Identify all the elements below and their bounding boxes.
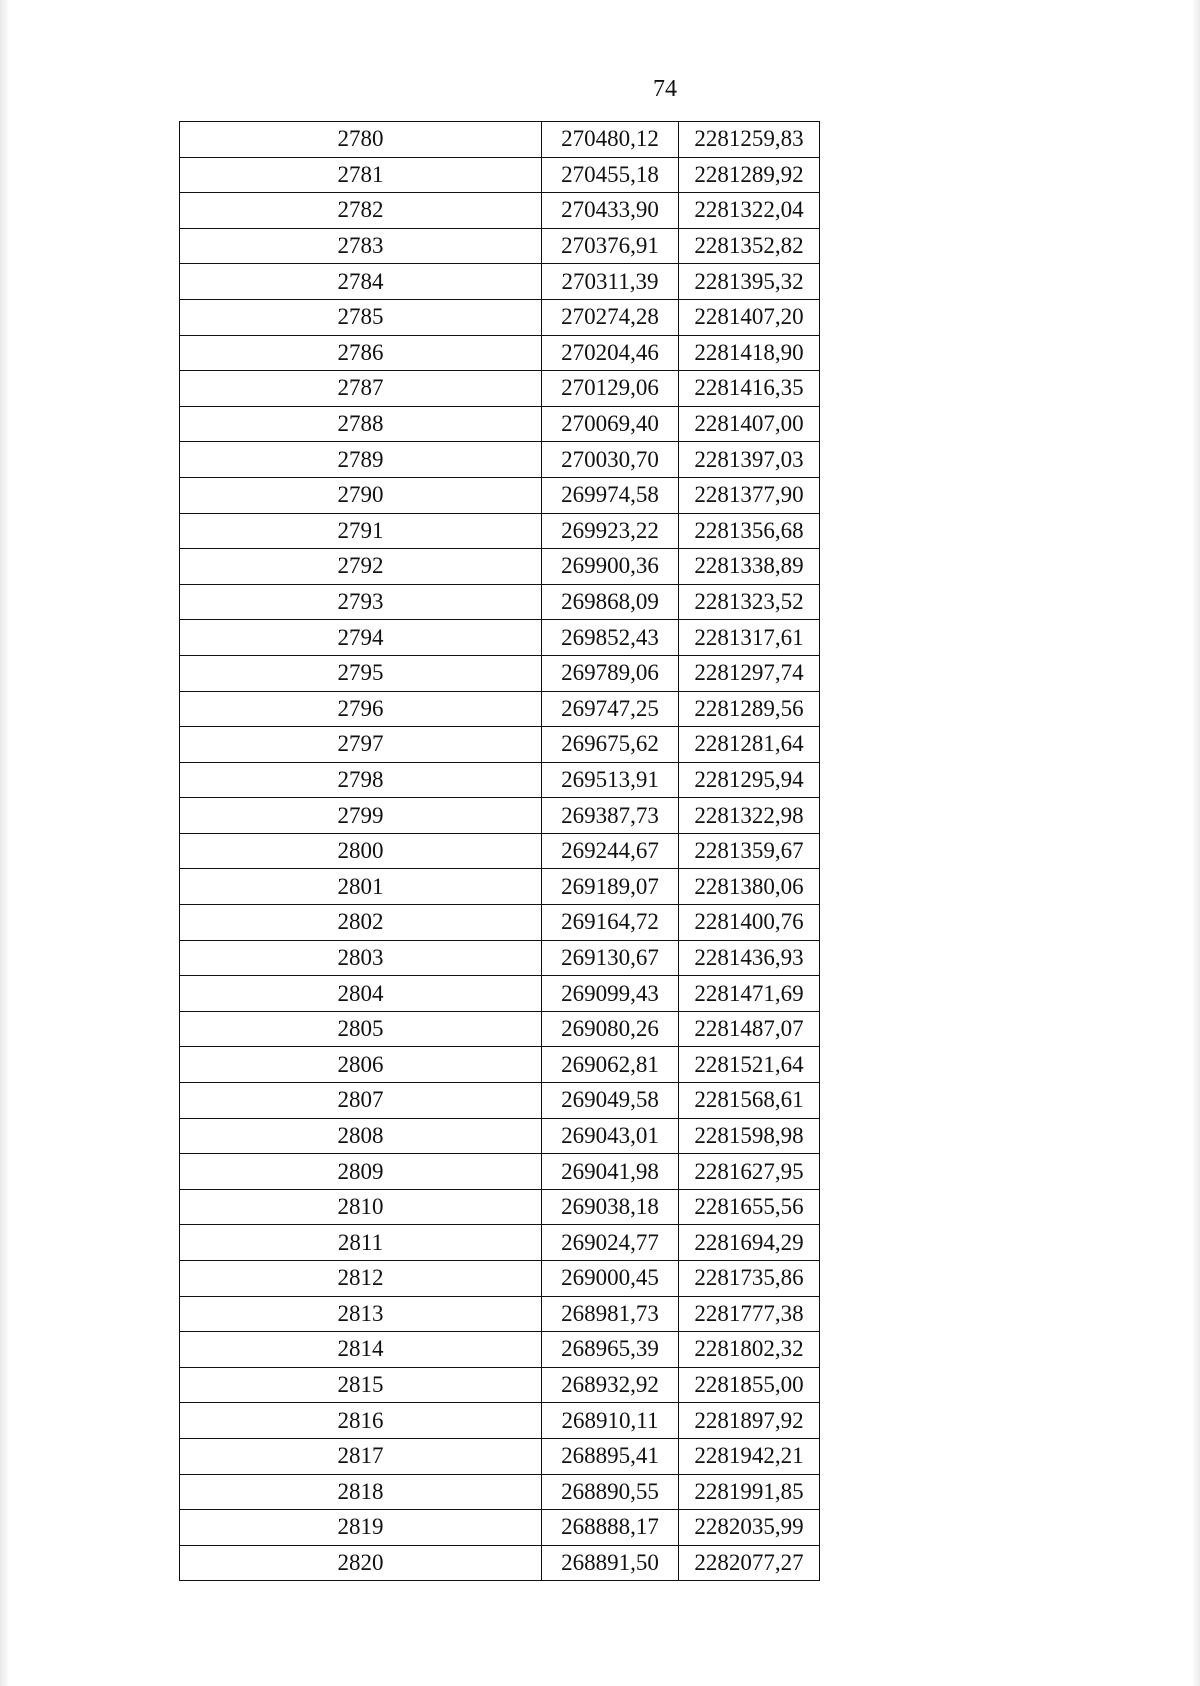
table-row [180,1118,820,1154]
y-coordinate-cell: 2281418,90 [679,335,820,371]
y-coordinate-cell: 2281777,38 [679,1296,820,1332]
x-coordinate-cell: 269043,01 [542,1118,679,1154]
table-row [180,1261,820,1297]
y-coordinate-cell: 2281397,03 [679,442,820,478]
x-coordinate-cell: 269513,91 [542,762,679,798]
y-coordinate-cell: 2281855,00 [679,1367,820,1403]
x-coordinate-cell: 269099,43 [542,976,679,1012]
x-coordinate-cell: 270030,70 [542,442,679,478]
point-number-cell: 2798 [180,762,542,798]
point-number-cell: 2817 [180,1438,542,1474]
point-number-cell: 2818 [180,1474,542,1510]
point-number-cell: 2807 [180,1083,542,1119]
point-number-cell: 2787 [180,371,542,407]
y-coordinate-cell: 2281395,32 [679,264,820,300]
point-number-cell: 2820 [180,1545,542,1581]
table-row [180,549,820,585]
x-coordinate-cell: 269130,67 [542,940,679,976]
table-row [180,1438,820,1474]
table-row [180,157,820,193]
x-coordinate-cell: 269974,58 [542,477,679,513]
y-coordinate-cell: 2281407,00 [679,406,820,442]
point-number-cell: 2789 [180,442,542,478]
x-coordinate-cell: 269868,09 [542,584,679,620]
x-coordinate-cell: 268895,41 [542,1438,679,1474]
table-row [180,620,820,656]
y-coordinate-cell: 2281897,92 [679,1403,820,1439]
table-row [180,655,820,691]
point-number-cell: 2800 [180,833,542,869]
scan-edge-right [1192,0,1200,1686]
y-coordinate-cell: 2281627,95 [679,1154,820,1190]
table-row [180,513,820,549]
x-coordinate-cell: 270311,39 [542,264,679,300]
y-coordinate-cell: 2281338,89 [679,549,820,585]
table-row [180,1154,820,1190]
table-row [180,1510,820,1546]
table-row [180,1047,820,1083]
point-number-cell: 2792 [180,549,542,585]
point-number-cell: 2795 [180,655,542,691]
table-row [180,869,820,905]
x-coordinate-cell: 269244,67 [542,833,679,869]
y-coordinate-cell: 2281598,98 [679,1118,820,1154]
x-coordinate-cell: 269038,18 [542,1189,679,1225]
point-number-cell: 2815 [180,1367,542,1403]
y-coordinate-cell: 2281416,35 [679,371,820,407]
y-coordinate-cell: 2281322,98 [679,798,820,834]
x-coordinate-cell: 269852,43 [542,620,679,656]
point-number-cell: 2786 [180,335,542,371]
point-number-cell: 2813 [180,1296,542,1332]
x-coordinate-cell: 269675,62 [542,727,679,763]
y-coordinate-cell: 2281436,93 [679,940,820,976]
table-row [180,1545,820,1581]
y-coordinate-cell: 2281735,86 [679,1261,820,1297]
y-coordinate-cell: 2281289,92 [679,157,820,193]
point-number-cell: 2797 [180,727,542,763]
table-row [180,1011,820,1047]
x-coordinate-cell: 270455,18 [542,157,679,193]
point-number-cell: 2790 [180,477,542,513]
y-coordinate-cell: 2281377,90 [679,477,820,513]
y-coordinate-cell: 2281297,74 [679,655,820,691]
x-coordinate-cell: 269041,98 [542,1154,679,1190]
x-coordinate-cell: 270204,46 [542,335,679,371]
point-number-cell: 2811 [180,1225,542,1261]
x-coordinate-cell: 270069,40 [542,406,679,442]
point-number-cell: 2803 [180,940,542,976]
point-number-cell: 2804 [180,976,542,1012]
table-row [180,1403,820,1439]
x-coordinate-cell: 269789,06 [542,655,679,691]
x-coordinate-cell: 269062,81 [542,1047,679,1083]
point-number-cell: 2814 [180,1332,542,1368]
y-coordinate-cell: 2281356,68 [679,513,820,549]
x-coordinate-cell: 268890,55 [542,1474,679,1510]
point-number-cell: 2810 [180,1189,542,1225]
table-row [180,264,820,300]
table-row [180,798,820,834]
x-coordinate-cell: 269900,36 [542,549,679,585]
point-number-cell: 2780 [180,122,542,158]
table-row [180,122,820,158]
point-number-cell: 2785 [180,299,542,335]
point-number-cell: 2784 [180,264,542,300]
x-coordinate-cell: 268981,73 [542,1296,679,1332]
y-coordinate-cell: 2281942,21 [679,1438,820,1474]
coordinates-table [179,121,820,1581]
point-number-cell: 2808 [180,1118,542,1154]
point-number-cell: 2812 [180,1261,542,1297]
scan-edge-left [0,0,10,1686]
y-coordinate-cell: 2281471,69 [679,976,820,1012]
point-number-cell: 2793 [180,584,542,620]
x-coordinate-cell: 268888,17 [542,1510,679,1546]
x-coordinate-cell: 268932,92 [542,1367,679,1403]
y-coordinate-cell: 2281487,07 [679,1011,820,1047]
x-coordinate-cell: 270480,12 [542,122,679,158]
y-coordinate-cell: 2282077,27 [679,1545,820,1581]
table-row [180,584,820,620]
point-number-cell: 2809 [180,1154,542,1190]
x-coordinate-cell: 268910,11 [542,1403,679,1439]
y-coordinate-cell: 2281694,29 [679,1225,820,1261]
x-coordinate-cell: 268891,50 [542,1545,679,1581]
x-coordinate-cell: 269000,45 [542,1261,679,1297]
x-coordinate-cell: 270376,91 [542,228,679,264]
y-coordinate-cell: 2281400,76 [679,905,820,941]
point-number-cell: 2806 [180,1047,542,1083]
x-coordinate-cell: 269189,07 [542,869,679,905]
y-coordinate-cell: 2281259,83 [679,122,820,158]
y-coordinate-cell: 2281323,52 [679,584,820,620]
y-coordinate-cell: 2282035,99 [679,1510,820,1546]
table-row [180,299,820,335]
table-row [180,976,820,1012]
point-number-cell: 2802 [180,905,542,941]
table-row [180,228,820,264]
y-coordinate-cell: 2281521,64 [679,1047,820,1083]
table-row [180,833,820,869]
x-coordinate-cell: 270433,90 [542,193,679,229]
point-number-cell: 2801 [180,869,542,905]
table-row [180,1296,820,1332]
table-row [180,1474,820,1510]
coordinates-table-body [180,122,820,1581]
y-coordinate-cell: 2281655,56 [679,1189,820,1225]
table-row [180,1083,820,1119]
table-row [180,1189,820,1225]
table-row [180,1367,820,1403]
x-coordinate-cell: 269024,77 [542,1225,679,1261]
y-coordinate-cell: 2281802,32 [679,1332,820,1368]
x-coordinate-cell: 269387,73 [542,798,679,834]
y-coordinate-cell: 2281568,61 [679,1083,820,1119]
page-number: 74 [653,76,677,102]
y-coordinate-cell: 2281380,06 [679,869,820,905]
y-coordinate-cell: 2281407,20 [679,299,820,335]
y-coordinate-cell: 2281991,85 [679,1474,820,1510]
table-row [180,1225,820,1261]
point-number-cell: 2791 [180,513,542,549]
x-coordinate-cell: 269747,25 [542,691,679,727]
table-row [180,193,820,229]
y-coordinate-cell: 2281289,56 [679,691,820,727]
table-row [180,691,820,727]
point-number-cell: 2788 [180,406,542,442]
table-row [180,1332,820,1368]
table-row [180,762,820,798]
table-row [180,940,820,976]
x-coordinate-cell: 269080,26 [542,1011,679,1047]
y-coordinate-cell: 2281322,04 [679,193,820,229]
point-number-cell: 2819 [180,1510,542,1546]
x-coordinate-cell: 270274,28 [542,299,679,335]
x-coordinate-cell: 270129,06 [542,371,679,407]
point-number-cell: 2799 [180,798,542,834]
table-row [180,371,820,407]
point-number-cell: 2782 [180,193,542,229]
point-number-cell: 2781 [180,157,542,193]
table-row [180,442,820,478]
point-number-cell: 2796 [180,691,542,727]
x-coordinate-cell: 269164,72 [542,905,679,941]
point-number-cell: 2794 [180,620,542,656]
table-row [180,477,820,513]
x-coordinate-cell: 268965,39 [542,1332,679,1368]
point-number-cell: 2805 [180,1011,542,1047]
y-coordinate-cell: 2281295,94 [679,762,820,798]
y-coordinate-cell: 2281317,61 [679,620,820,656]
point-number-cell: 2816 [180,1403,542,1439]
table-row [180,335,820,371]
table-row [180,905,820,941]
y-coordinate-cell: 2281352,82 [679,228,820,264]
y-coordinate-cell: 2281359,67 [679,833,820,869]
table-row [180,727,820,763]
point-number-cell: 2783 [180,228,542,264]
table-row [180,406,820,442]
x-coordinate-cell: 269049,58 [542,1083,679,1119]
y-coordinate-cell: 2281281,64 [679,727,820,763]
x-coordinate-cell: 269923,22 [542,513,679,549]
